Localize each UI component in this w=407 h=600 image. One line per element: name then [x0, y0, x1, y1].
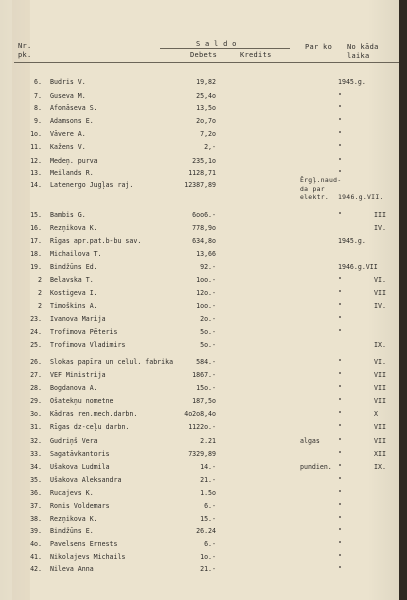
row-number: 33.	[30, 450, 42, 458]
row-number: 4o.	[30, 540, 42, 548]
row-month: IX.	[374, 463, 386, 471]
row-no-kada: "	[338, 463, 342, 471]
header-no-kada: No kāda	[347, 43, 379, 51]
row-debit: 92.-	[200, 263, 216, 271]
row-number: 2	[38, 302, 42, 310]
row-no-kada: "	[338, 502, 342, 510]
row-month: III	[374, 211, 386, 219]
table-row	[0, 436, 399, 447]
row-no-kada: 1945.g.	[338, 78, 366, 86]
table-row	[0, 340, 399, 351]
table-row	[0, 275, 399, 286]
table-row	[0, 449, 399, 460]
row-debit: 4o2o8,4o	[184, 410, 216, 418]
row-par-ko: algas	[300, 437, 320, 445]
row-name: Ušakova Aleksandra	[50, 476, 122, 484]
note-14-line2: da par	[300, 185, 325, 193]
table-row	[0, 475, 399, 486]
row-number: 26.	[30, 358, 42, 366]
row-debit: 187,5o	[192, 397, 216, 405]
row-month: VI.	[374, 276, 386, 284]
row-month: VII	[374, 289, 386, 297]
row-no-kada: "	[338, 410, 342, 418]
row-name: Ronis Voldemars	[50, 502, 110, 510]
row-number: 31.	[30, 423, 42, 431]
row-name: Pavelsens Ernests	[50, 540, 118, 548]
row-no-kada: "	[338, 437, 342, 445]
table-row	[0, 357, 399, 368]
table-row	[0, 301, 399, 312]
row-number: 7.	[34, 92, 42, 100]
header-par-ko: Par ko	[305, 43, 333, 51]
row-number: 17.	[30, 237, 42, 245]
row-debit: 1122o.-	[188, 423, 216, 431]
row-number: 42.	[30, 565, 42, 573]
table-row	[0, 77, 399, 88]
row-debit: 15.-	[200, 515, 216, 523]
row-no-kada: "	[338, 450, 342, 458]
row-number: 34.	[30, 463, 42, 471]
row-number: 16.	[30, 224, 42, 232]
row-month: VII	[374, 371, 386, 379]
row-no-kada: "	[338, 328, 342, 336]
row-par-ko: pundien.	[300, 463, 332, 471]
row-number: 37.	[30, 502, 42, 510]
row-no-kada: "	[338, 540, 342, 548]
row-number: 8.	[34, 104, 42, 112]
table-row	[0, 488, 399, 499]
row-debit: 2o.-	[200, 315, 216, 323]
row-no-kada: "	[338, 515, 342, 523]
row-name: Ošatekņu nometne	[50, 397, 114, 405]
row-number: 14.	[30, 181, 42, 189]
row-number: 11.	[30, 143, 42, 151]
row-number: 36.	[30, 489, 42, 497]
table-row	[0, 288, 399, 299]
row-no-kada: 1946.g.VII	[338, 263, 378, 271]
row-debit: 19,82	[196, 78, 216, 86]
row-name: Kažens V.	[50, 143, 86, 151]
row-number: 9.	[34, 117, 42, 125]
header-saldo: S a l d o	[196, 40, 237, 48]
table-row	[0, 327, 399, 338]
row-name: Budris V.	[50, 78, 86, 86]
row-no-kada: "	[338, 302, 342, 310]
table-row	[0, 526, 399, 537]
row-name: Latenergo Jugļas raj.	[50, 181, 134, 189]
row-name: Kādras ren.mech.darbn.	[50, 410, 138, 418]
row-number: 2	[38, 289, 42, 297]
row-debit: 6.-	[204, 540, 216, 548]
row-name: Sagatāvkantoris	[50, 450, 110, 458]
table-row	[0, 103, 399, 114]
row-debit: 7329,89	[188, 450, 216, 458]
row-number: 15.	[30, 211, 42, 219]
row-no-kada: "	[338, 117, 342, 125]
table-row	[0, 262, 399, 273]
row-name: Ivanova Marija	[50, 315, 106, 323]
table-row	[0, 409, 399, 420]
saldo-rule	[160, 48, 290, 49]
table-row	[0, 223, 399, 234]
row-number: 6.	[34, 78, 42, 86]
table-row	[0, 552, 399, 563]
row-number: 18.	[30, 250, 42, 258]
row-debit: 6oo6.-	[192, 211, 216, 219]
row-number: 2	[38, 276, 42, 284]
row-name: Rezņikova K.	[50, 224, 98, 232]
table-row	[0, 116, 399, 127]
table-row	[0, 314, 399, 325]
row-debit: 1.5o	[200, 489, 216, 497]
row-name: Nikolajevs Michails	[50, 553, 126, 561]
row-name: Belavska T.	[50, 276, 94, 284]
row-name: Michailova T.	[50, 250, 102, 258]
row-debit: 26.24	[196, 527, 216, 535]
row-debit: 15o.-	[196, 384, 216, 392]
row-name: Meilands R.	[50, 169, 94, 177]
row-debit: 7,2o	[200, 130, 216, 138]
table-row	[0, 370, 399, 381]
row-name: Vāvere A.	[50, 130, 86, 138]
row-name: Ušakova Ludmila	[50, 463, 110, 471]
table-row	[0, 142, 399, 153]
table-row	[0, 422, 399, 433]
row-debit: 2.21	[200, 437, 216, 445]
row-debit: 584.-	[196, 358, 216, 366]
row-debit: 5o.-	[200, 341, 216, 349]
header-nr: Nr.	[18, 42, 32, 50]
row-no-kada: "	[338, 143, 342, 151]
row-debit: 1867.-	[192, 371, 216, 379]
row-number: 29.	[30, 397, 42, 405]
header-kredits: Kredits	[240, 51, 272, 59]
row-debit: 5o.-	[200, 328, 216, 336]
table-row	[0, 396, 399, 407]
row-number: 1o.	[30, 130, 42, 138]
row-number: 19.	[30, 263, 42, 271]
row-no-kada: "	[338, 527, 342, 535]
row-no-kada: "	[338, 423, 342, 431]
row-name: Bogdanova A.	[50, 384, 98, 392]
row-no-kada: "	[338, 315, 342, 323]
row-month: X	[374, 410, 378, 418]
row-debit: 235,1o	[192, 157, 216, 165]
row-debit: 12o.-	[196, 289, 216, 297]
row-month: IV.	[374, 302, 386, 310]
row-no-kada: "	[338, 130, 342, 138]
row-name: Timoškins A.	[50, 302, 98, 310]
row-number: 41.	[30, 553, 42, 561]
row-number: 25.	[30, 341, 42, 349]
row-month: XII	[374, 450, 386, 458]
row-month: VI.	[374, 358, 386, 366]
row-number: 27.	[30, 371, 42, 379]
row-number: 39.	[30, 527, 42, 535]
row-debit: 13,66	[196, 250, 216, 258]
table-row	[0, 249, 399, 260]
row-name: Rīgas apr.pat.b-bu sav.	[50, 237, 142, 245]
row-no-kada: "	[338, 169, 342, 177]
row-debit: 1o.-	[200, 553, 216, 561]
row-name: VEF Ministrija	[50, 371, 106, 379]
row-no-kada: "	[338, 358, 342, 366]
row-month: IX.	[374, 341, 386, 349]
row-month: VII	[374, 437, 386, 445]
row-name: Afonāseva S.	[50, 104, 98, 112]
row-no-kada: "	[338, 476, 342, 484]
row-name: Bambis G.	[50, 211, 86, 219]
row-debit: 2,-	[204, 143, 216, 151]
row-debit: 1oo.-	[196, 302, 216, 310]
row-debit: 2o,7o	[196, 117, 216, 125]
row-debit: 634,8o	[192, 237, 216, 245]
row-month: VII	[374, 397, 386, 405]
row-debit: 1128,71	[188, 169, 216, 177]
row-number: 35.	[30, 476, 42, 484]
row-no-kada: "	[338, 276, 342, 284]
row-no-kada: "	[338, 397, 342, 405]
row-name: Trofimova Vladimirs	[50, 341, 126, 349]
header-pk: pk.	[18, 51, 32, 59]
table-row	[0, 539, 399, 550]
row-debit: 21.-	[200, 565, 216, 573]
row-number: 38.	[30, 515, 42, 523]
row-debit: 1oo.-	[196, 276, 216, 284]
row-name: Medeņ. purva	[50, 157, 98, 165]
row-number: 23.	[30, 315, 42, 323]
row-month: VII	[374, 384, 386, 392]
note-14-line1: Ērgļ.naud-	[300, 176, 342, 184]
row-number: 13.	[30, 169, 42, 177]
row-month: IV.	[374, 224, 386, 232]
table-row	[0, 210, 399, 221]
row-name: Trofimova Pēteris	[50, 328, 118, 336]
row-debit: 14.-	[200, 463, 216, 471]
row-number: 3o.	[30, 410, 42, 418]
row-no-kada: "	[338, 489, 342, 497]
row-name: Rucajevs K.	[50, 489, 94, 497]
row-no-kada: "	[338, 553, 342, 561]
note-14-line3: elektr.	[300, 193, 330, 201]
row-name: Gudriņš Vera	[50, 437, 98, 445]
row-number: 24.	[30, 328, 42, 336]
table-row	[0, 514, 399, 525]
header-debets: Debets	[190, 51, 218, 59]
row-month: VII	[374, 423, 386, 431]
table-row	[0, 462, 399, 473]
row-name: Slokas papīra un celul. fabrika	[50, 358, 174, 366]
row-debit: 6.-	[204, 502, 216, 510]
row-no-kada: "	[338, 371, 342, 379]
row-number: 12.	[30, 157, 42, 165]
table-row	[0, 564, 399, 575]
row-number: 28.	[30, 384, 42, 392]
note-14-date: 1946.g.VII.	[338, 193, 384, 201]
row-no-kada: "	[338, 289, 342, 297]
table-row	[0, 91, 399, 102]
row-name: Guseva M.	[50, 92, 86, 100]
row-number: 32.	[30, 437, 42, 445]
row-no-kada: 1945.g.	[338, 237, 366, 245]
row-no-kada: "	[338, 565, 342, 573]
row-debit: 21.-	[200, 476, 216, 484]
page-edge	[399, 0, 407, 600]
row-debit: 25,4o	[196, 92, 216, 100]
table-row	[0, 383, 399, 394]
table-row	[0, 129, 399, 140]
row-name: Bindžūns E.	[50, 527, 94, 535]
row-debit: 12387,89	[184, 181, 216, 189]
row-name: Adamsons E.	[50, 117, 94, 125]
row-debit: 13,5o	[196, 104, 216, 112]
row-no-kada: "	[338, 211, 342, 219]
row-debit: 778,9o	[192, 224, 216, 232]
row-name: Kostigeva I.	[50, 289, 98, 297]
row-no-kada: "	[338, 92, 342, 100]
row-no-kada: "	[338, 104, 342, 112]
row-name: Rīgas dz-ceļu darbn.	[50, 423, 130, 431]
table-row	[0, 501, 399, 512]
row-name: Nileva Anna	[50, 565, 94, 573]
table-row	[0, 156, 399, 167]
row-no-kada: "	[338, 384, 342, 392]
header-laika: laika	[347, 52, 370, 60]
row-name: Bindžūns Ed.	[50, 263, 98, 271]
row-name: Rezņikova K.	[50, 515, 98, 523]
header-rule	[14, 62, 399, 63]
row-no-kada: "	[338, 157, 342, 165]
table-row	[0, 236, 399, 247]
